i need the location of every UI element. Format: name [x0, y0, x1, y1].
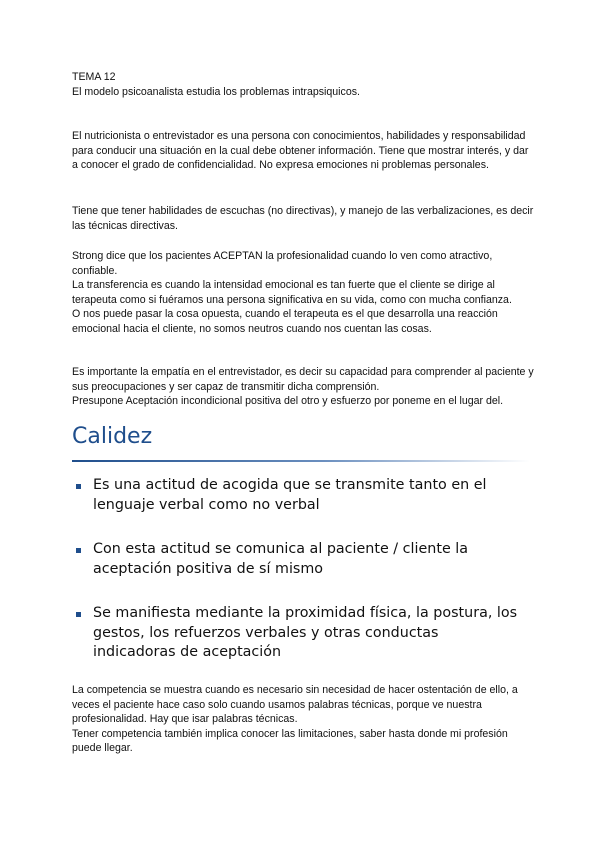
square-bullet-icon — [76, 612, 81, 617]
embedded-slide-calidez — [72, 412, 530, 674]
slide-bullet-text: Se manifiesta mediante la proximidad física, la postura, los gestos, los refuerzos verbales y otras conductas indicadoras de aceptación — [93, 605, 518, 660]
slide-bullet-text: Con esta actitud se comunica al paciente / cliente la aceptación positiva de sí mismo — [93, 541, 469, 577]
paragraph-text: Presupone Aceptación incondicional positiva del otro y esfuerzo por poneme en el lugar del. — [72, 395, 504, 408]
paragraph-text: La transferencia es cuando la intensidad emocional es tan fuerte que el cliente se dirige al terapeuta como si fuéramos una persona significativa en su vida, como con mucha confianza. — [72, 279, 512, 306]
square-bullet-icon — [76, 548, 81, 553]
paragraph-text: El nutricionista o entrevistador es una persona con conocimientos, habilidades y responsabilidad para conducir una situación en la cual debe obtener información. Tiene que mostrar interés, y dar a conocer el grado de confidencialidad. No expresa emociones ni problemas personales. — [72, 130, 529, 172]
document-header — [72, 70, 534, 99]
paragraph-text: O nos puede pasar la cosa opuesta, cuando el terapeuta es el que desarrolla una reacción emocional hacia el cliente, no somos neutros cuando nos cuentan las cosas. — [72, 308, 498, 335]
paragraph-text: La competencia se muestra cuando es necesario sin necesidad de hacer ostentación de ello, a veces el paciente hace caso solo cuando usamos palabras técnicas, porque ve nuestra profesionalidad. Hay que isar palabras técnicas. — [72, 684, 518, 726]
paragraph-empathy — [72, 365, 534, 409]
paragraph-text: Strong dice que los pacientes ACEPTAN la profesionalidad cuando lo ven como atractivo, confiable. — [72, 250, 493, 277]
paragraph-competence — [72, 683, 534, 756]
paragraph-text: Tiene que tener habilidades de escuchas (no directivas), y manejo de las verbalizaciones, es decir las técnicas directivas. — [72, 205, 534, 232]
document-subtitle: El modelo psicoanalista estudia los problemas intrapsiquicos. — [72, 85, 360, 98]
slide-divider — [72, 460, 530, 462]
paragraph-listening-skills — [72, 204, 534, 233]
paragraph-text: Es importante la empatía en el entrevistador, es decir su capacidad para comprender al paciente y sus preocupaciones y ser capaz de transmitir dicha comprensión. — [72, 366, 534, 393]
slide-bullet-text: Es una actitud de acogida que se transmite tanto en el lenguaje verbal como no verbal — [93, 477, 487, 513]
paragraph-text: Tener competencia también implica conocer las limitaciones, saber hasta donde mi profesión puede llegar. — [72, 727, 508, 755]
slide-title: Calidez — [72, 424, 153, 449]
square-bullet-icon — [76, 484, 81, 489]
paragraph-transference — [72, 249, 534, 337]
document-title: TEMA 12 — [72, 71, 116, 83]
paragraph-interviewer — [72, 129, 534, 173]
